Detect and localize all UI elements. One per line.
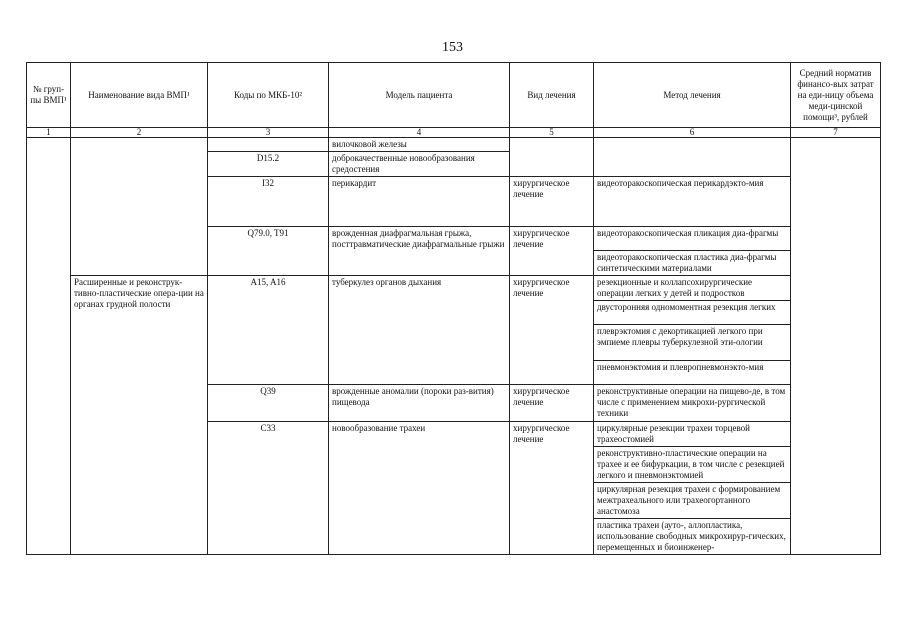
type-cell: хирургическое лечение xyxy=(510,422,594,555)
table-row xyxy=(27,138,881,152)
header-cost: Средний норматив финансо-вых затрат на еди-ницу объема меди-цинской помощи³, рублей xyxy=(791,63,881,128)
type-cell: хирургическое лечение xyxy=(510,227,594,276)
code-cell: D15.2 xyxy=(208,152,329,177)
col-num: 4 xyxy=(329,128,510,138)
col-num: 1 xyxy=(27,128,71,138)
col-num: 5 xyxy=(510,128,594,138)
model-cell: новообразование трахеи xyxy=(329,422,510,555)
vmp-table xyxy=(26,62,881,555)
header-method: Метод лечения xyxy=(594,63,791,128)
method-cell: реконструктивно-пластические операции на трахее и ее бифуркации, в том числе с резекцией легкого и пневмонэктомией xyxy=(594,447,791,483)
model-cell: вилочковой железы xyxy=(329,138,510,152)
method-cell: пластика трахеи (ауто-, аллопластика, использование свободных микрохирур-гических, перемещенных и биоинженер- xyxy=(594,519,791,555)
col-num: 3 xyxy=(208,128,329,138)
cost-cell xyxy=(791,138,881,555)
header-type: Вид лечения xyxy=(510,63,594,128)
code-cell xyxy=(208,138,329,152)
col-num: 2 xyxy=(71,128,208,138)
method-cell: реконструктивные операции на пищево-де, в том числе с применением микрохи-рургической техники xyxy=(594,385,791,422)
method-cell: двусторонняя одномоментная резекция легких xyxy=(594,301,791,325)
column-numbers-row xyxy=(27,128,881,138)
method-cell: циркулярные резекции трахеи торцевой трахеостомией xyxy=(594,422,791,447)
header-name: Наименование вида ВМП¹ xyxy=(71,63,208,128)
method-cell: циркулярная резекция трахеи с формированием межтрахеального или трахеогортанного анастомоза xyxy=(594,483,791,519)
type-cell: хирургическое лечение xyxy=(510,385,594,422)
model-cell: доброкачественные новообразования средостения xyxy=(329,152,510,177)
method-cell: видеоторакоскопическая пликация диа-фрагмы xyxy=(594,227,791,251)
code-cell: I32 xyxy=(208,177,329,227)
type-cell: хирургическое лечение xyxy=(510,177,594,227)
header-model: Модель пациента xyxy=(329,63,510,128)
col-num: 7 xyxy=(791,128,881,138)
header-group: № груп-пы ВМП¹ xyxy=(27,63,71,128)
method-cell: плеврэктомия с декортикацией легкого при эмпиеме плевры туберкулезной эти-ологии xyxy=(594,325,791,361)
method-cell: резекционные и коллапсохирургические операции легких у детей и подростков xyxy=(594,276,791,301)
type-cell: хирургическое лечение xyxy=(510,276,594,385)
code-cell: Q39 xyxy=(208,385,329,422)
name-cell xyxy=(71,138,208,276)
model-cell: перикардит xyxy=(329,177,510,227)
code-cell: A15, A16 xyxy=(208,276,329,385)
col-num: 6 xyxy=(594,128,791,138)
model-cell: врожденная диафрагмальная грыжа, посттравматические диафрагмальные грыжи xyxy=(329,227,510,276)
method-cell: пневмонэктомия и плевропневмонэкто-мия xyxy=(594,361,791,385)
method-cell: видеоторакоскопическая пластика диа-фрагмы синтетическими материалами xyxy=(594,251,791,276)
table-row xyxy=(27,276,881,301)
type-cell xyxy=(510,138,594,177)
group-cell xyxy=(27,138,71,555)
method-cell xyxy=(594,138,791,177)
name-cell: Расширенные и реконструк-тивно-пластические опера-ции на органах грудной полости xyxy=(71,276,208,555)
page-number: 153 xyxy=(442,40,463,55)
header-codes: Коды по МКБ-10² xyxy=(208,63,329,128)
method-cell: видеоторакоскопическая перикардэкто-мия xyxy=(594,177,791,227)
code-cell: Q79.0, T91 xyxy=(208,227,329,276)
model-cell: врожденные аномалии (пороки раз-вития) пищевода xyxy=(329,385,510,422)
header-row xyxy=(27,63,881,128)
code-cell: C33 xyxy=(208,422,329,555)
model-cell: туберкулез органов дыхания xyxy=(329,276,510,385)
